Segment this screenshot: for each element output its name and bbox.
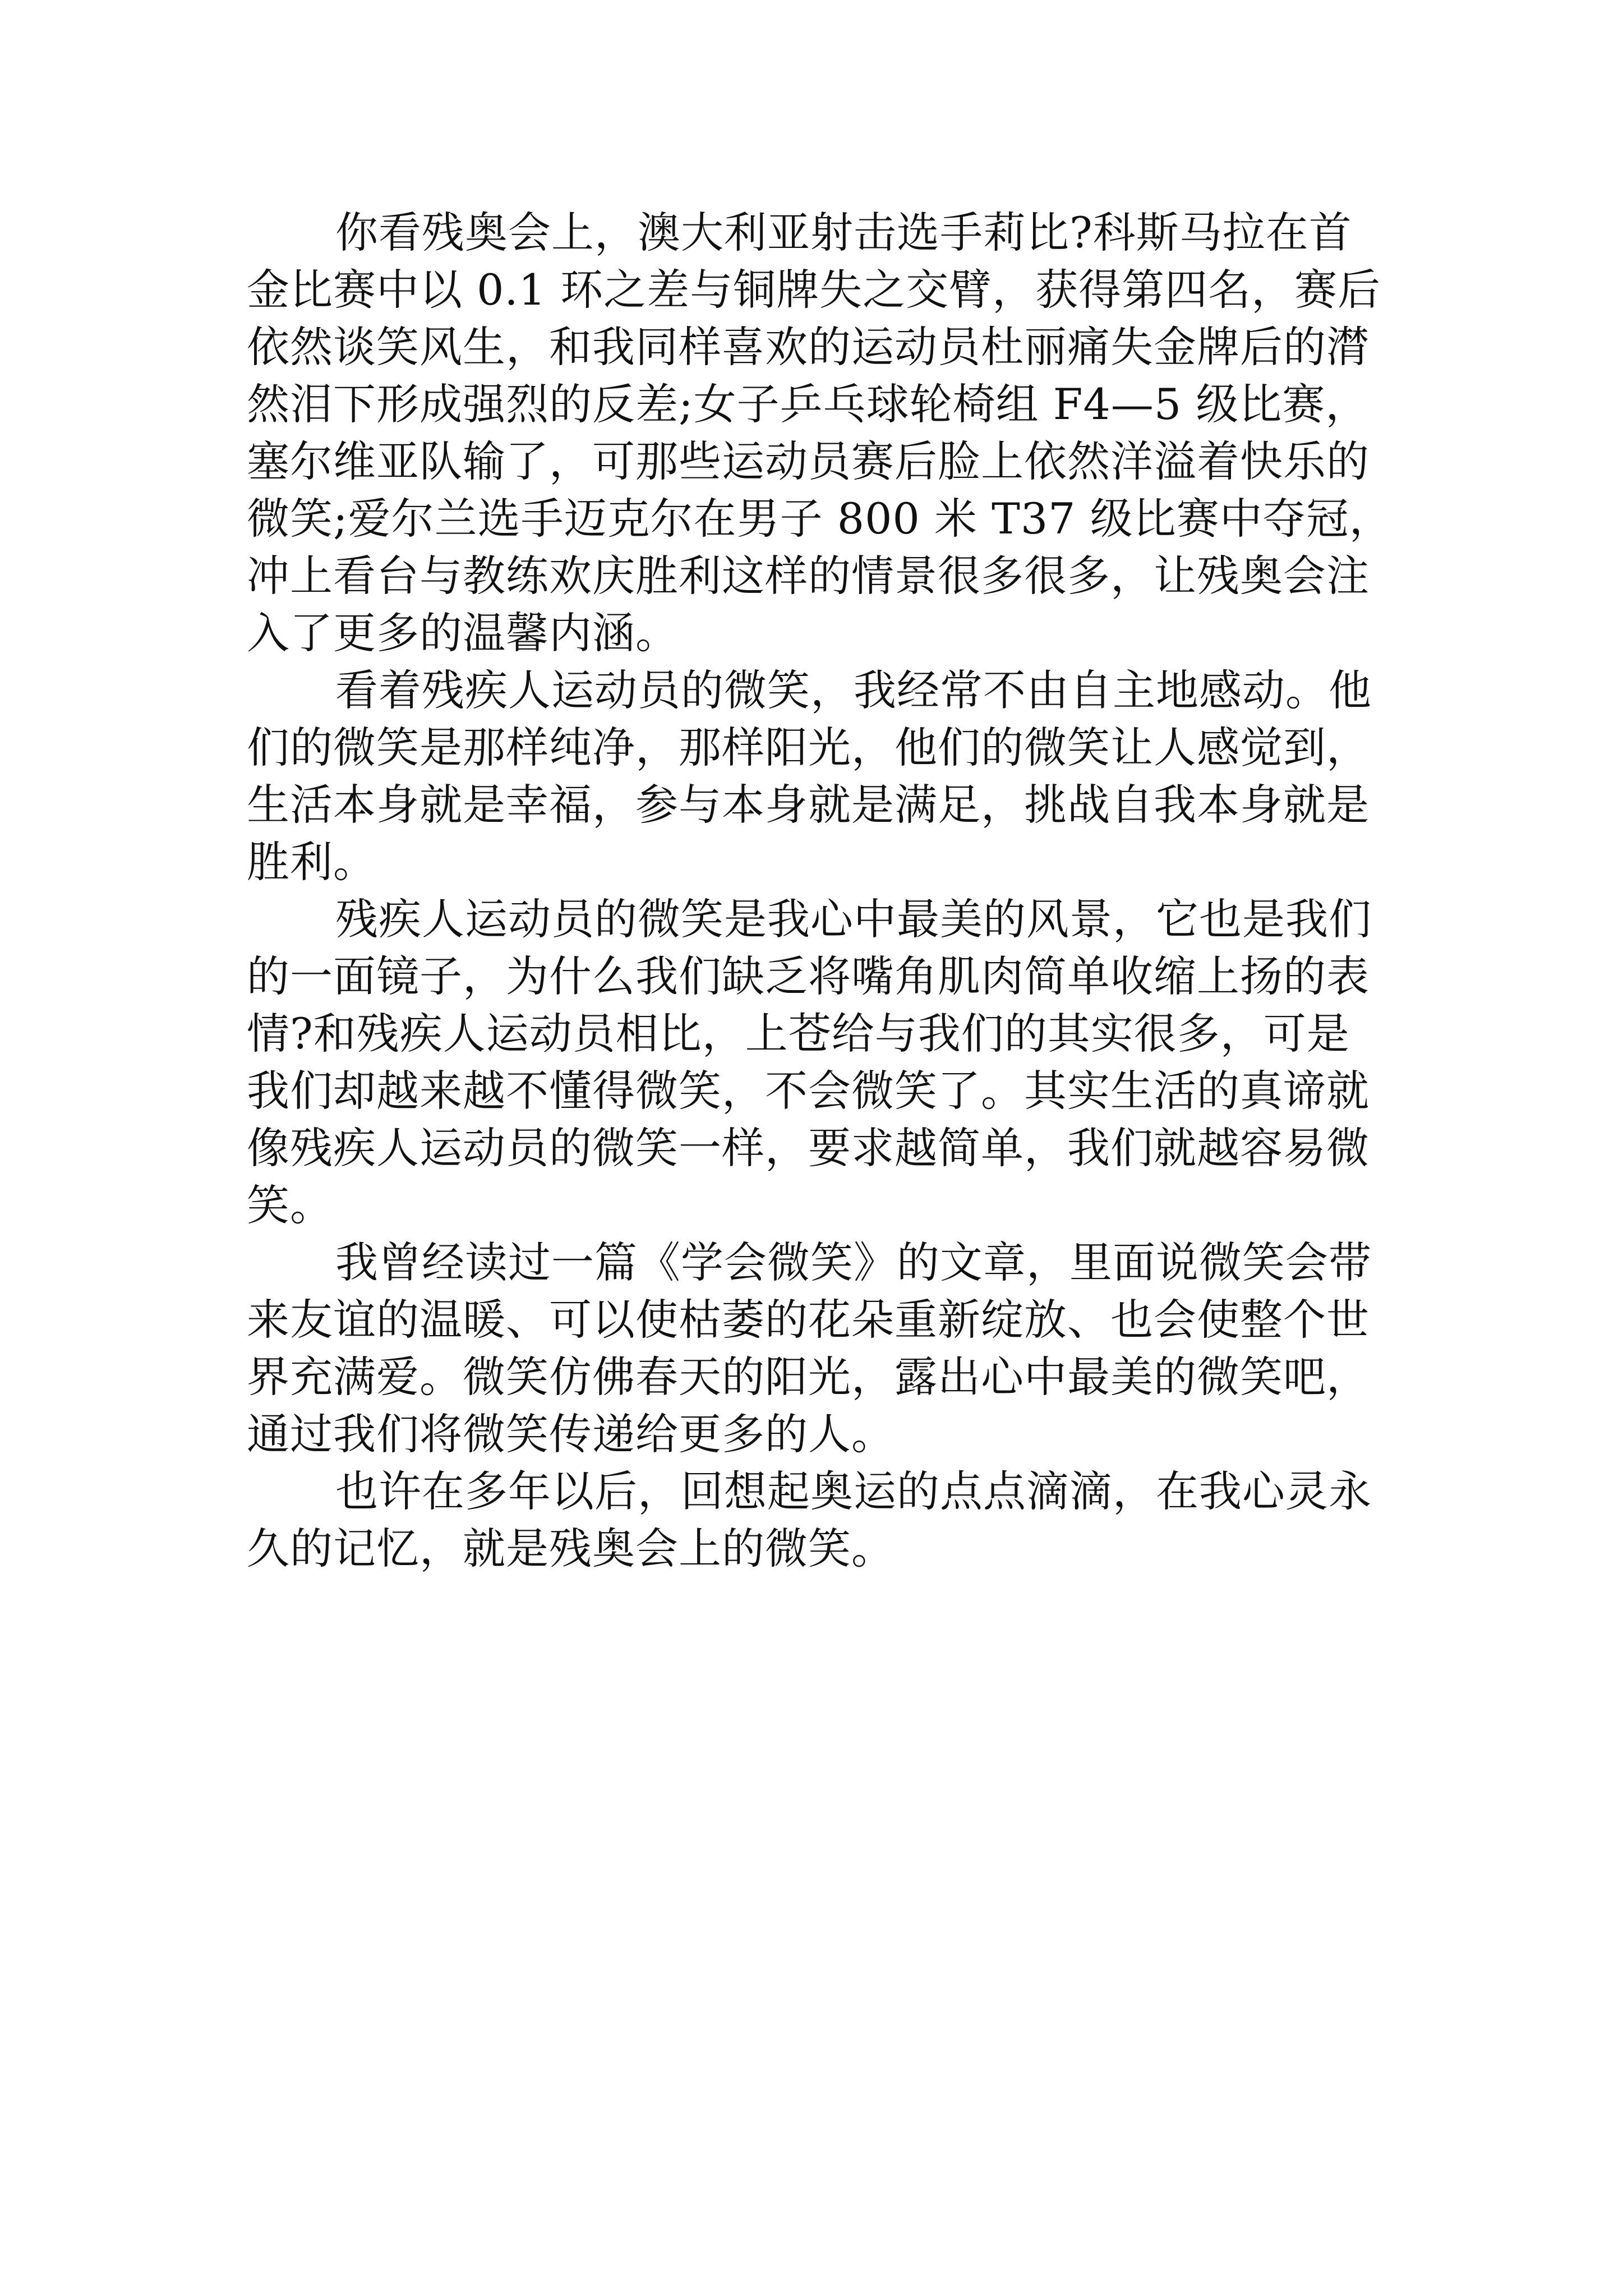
paragraph-line: 胜利。 (247, 837, 376, 887)
paragraph-line: 入了更多的温馨内涵。 (247, 608, 679, 658)
paragraph-line: 残疾人运动员的微笑是我心中最美的风景，它也是我们 (335, 894, 1372, 944)
paragraph-line: 金比赛中以 0.1 环之差与铜牌失之交臂，获得第四名，赛后 (247, 265, 1381, 315)
paragraph-line: 我曾经读过一篇《学会微笑》的文章，里面说微笑会带 (335, 1237, 1372, 1287)
paragraph-3 (247, 891, 1372, 1234)
paragraph-line: 也许在多年以后，回想起奥运的点点滴滴，在我心灵永 (335, 1466, 1372, 1516)
paragraph-line: 生活本身就是幸福，参与本身就是满足，挑战自我本身就是 (247, 780, 1370, 830)
paragraph-line: 冲上看台与教练欢庆胜利这样的情景很多很多，让残奥会注 (247, 551, 1370, 601)
paragraph-line: 然泪下形成强烈的反差;女子乒乓球轮椅组 F4—5 级比赛， (247, 379, 1369, 429)
paragraph-5 (247, 1463, 1372, 1577)
document-body (247, 204, 1393, 1577)
paragraph-line: 微笑;爱尔兰选手迈克尔在男子 800 米 T37 级比赛中夺冠， (247, 494, 1393, 544)
paragraph-4 (247, 1234, 1372, 1463)
paragraph-line: 久的记忆，就是残奥会上的微笑。 (247, 1524, 895, 1573)
paragraph-line: 你看残奥会上，澳大利亚射击选手莉比?科斯马拉在首 (335, 208, 1352, 257)
paragraph-line: 看着残疾人运动员的微笑，我经常不由自主地感动。他 (335, 665, 1372, 715)
paragraph-line: 情?和残疾人运动员相比，上苍给与我们的其实很多，可是 (247, 1009, 1350, 1059)
paragraph-line: 笑。 (247, 1180, 333, 1230)
paragraph-line: 像残疾人运动员的微笑一样，要求越简单，我们就越容易微 (247, 1123, 1370, 1173)
paragraph-1 (247, 204, 1393, 662)
paragraph-line: 们的微笑是那样纯净，那样阳光，他们的微笑让人感觉到， (247, 723, 1370, 772)
paragraph-line: 通过我们将微笑传递给更多的人。 (247, 1409, 895, 1459)
paragraph-line: 界充满爱。微笑仿佛春天的阳光，露出心中最美的微笑吧， (247, 1352, 1370, 1402)
paragraph-line: 依然谈笑风生，和我同样喜欢的运动员杜丽痛失金牌后的潸 (247, 322, 1370, 372)
paragraph-line: 的一面镜子，为什么我们缺乏将嘴角肌肉简单收缩上扬的表 (247, 951, 1370, 1001)
paragraph-line: 我们却越来越不懂得微笑，不会微笑了。其实生活的真谛就 (247, 1066, 1370, 1116)
paragraph-line: 来友谊的温暖、可以使枯萎的花朵重新绽放、也会使整个世 (247, 1295, 1370, 1345)
paragraph-line: 塞尔维亚队输了，可那些运动员赛后脸上依然洋溢着快乐的 (247, 436, 1370, 486)
paragraph-2 (247, 662, 1372, 891)
